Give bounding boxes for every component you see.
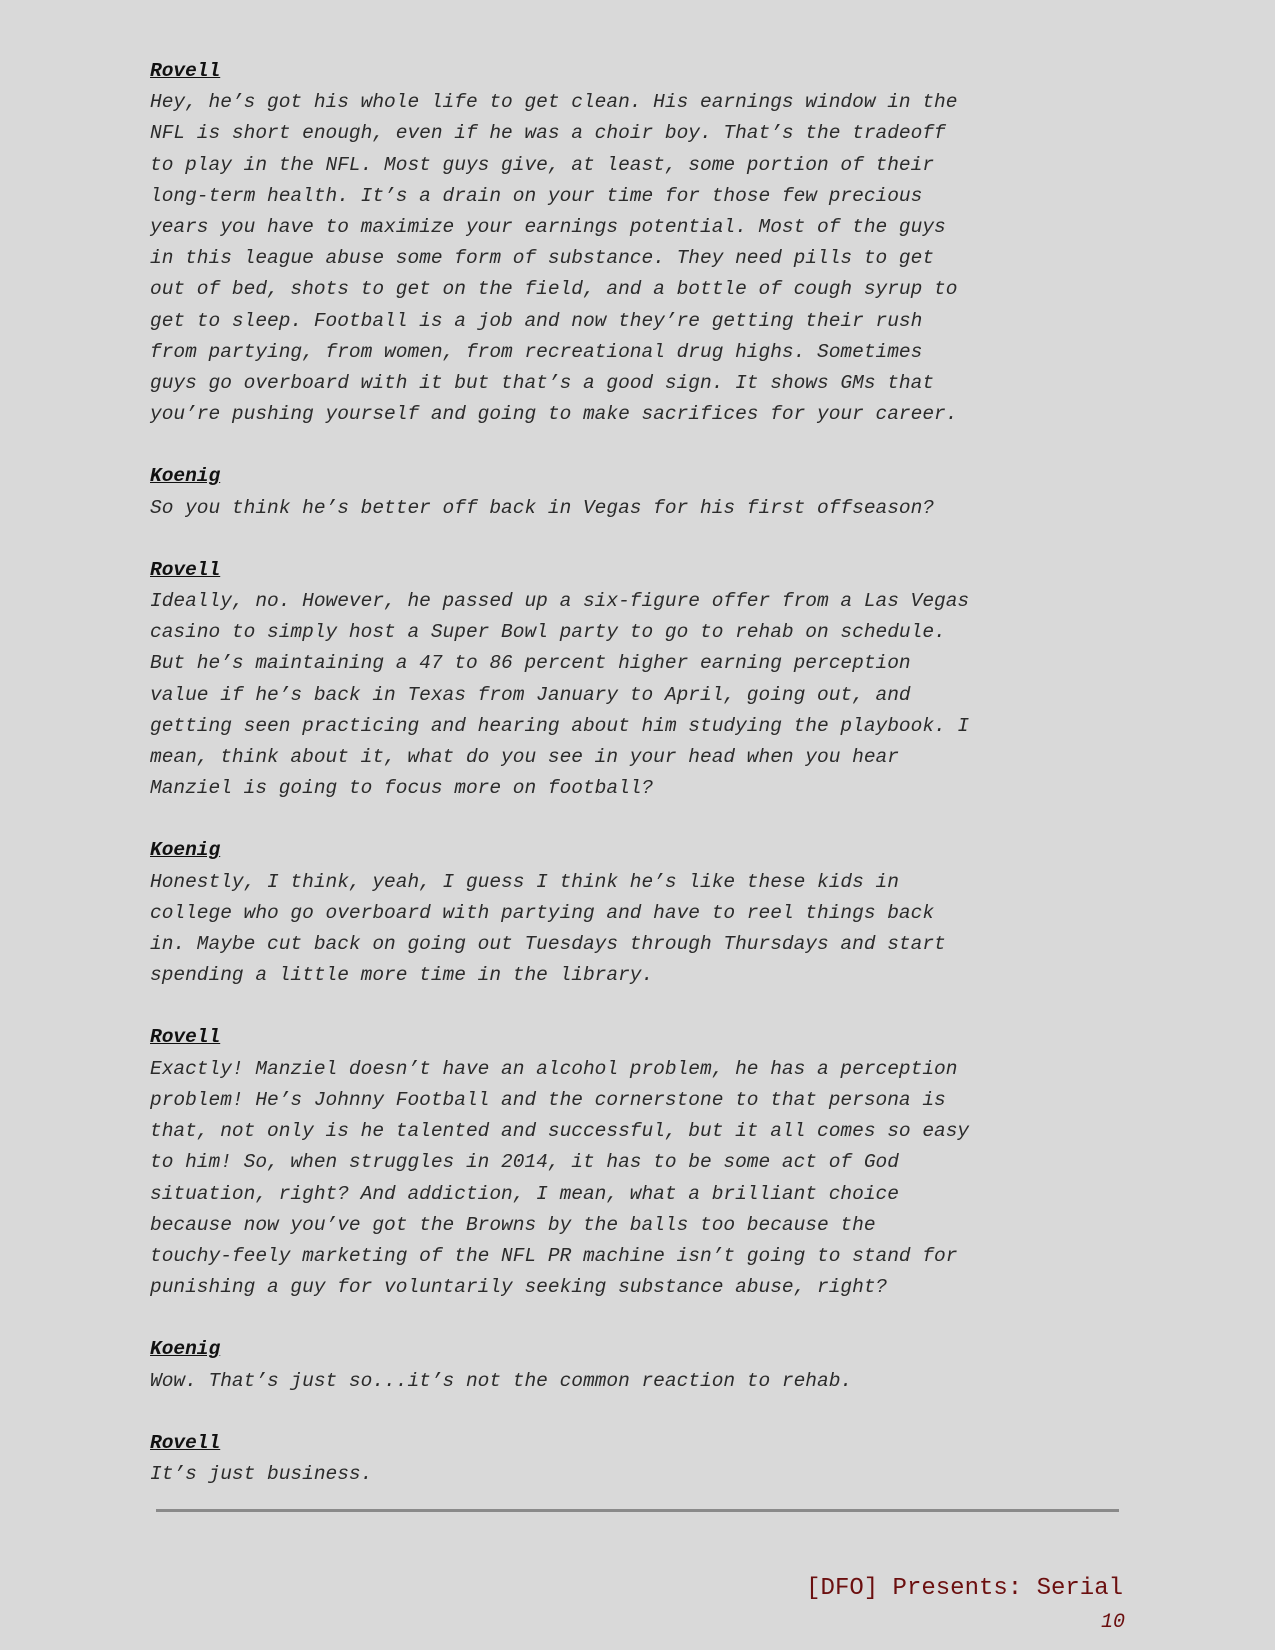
dialogue-line: So you think he’s better off back in Vegas for his first offseason? — [150, 496, 935, 519]
dialogue-line: Manziel is going to focus more on football? — [150, 777, 654, 800]
dialogue-line: casino to simply host a Super Bowl party to go to rehab on schedule. — [150, 621, 946, 644]
dialogue-line: in this league abuse some form of substance. They need pills to get — [150, 247, 935, 270]
dialogue-line: college who go overboard with partying and have to reel things back — [150, 901, 935, 924]
dialogue-line: long-term health. It’s a drain on your time for those few precious — [150, 184, 923, 207]
dialogue-line: get to sleep. Football is a job and now they’re getting their rush — [150, 309, 923, 332]
dialogue-line: to him! So, when struggles in 2014, it has to be some act of God — [150, 1151, 899, 1174]
dialogue-line: out of bed, shots to get on the field, and a bottle of cough syrup to — [150, 278, 958, 301]
dialogue-block-3 — [150, 555, 1150, 805]
speaker-name: Koenig — [150, 465, 221, 488]
dialogue-block-6 — [150, 1334, 1150, 1396]
dialogue-line: Honestly, I think, yeah, I guess I think he’s like these kids in — [150, 870, 899, 893]
dialogue-block-4 — [150, 835, 1150, 991]
speaker-name: Koenig — [150, 1338, 221, 1361]
speaker-name: Rovell — [150, 60, 221, 82]
dialogue-line: touchy-feely marketing of the NFL PR machine isn’t going to stand for — [150, 1244, 958, 1267]
dialogue-line: getting seen practicing and hearing about him studying the playbook. I — [150, 714, 970, 737]
dialogue-line: in. Maybe cut back on going out Tuesdays through Thursdays and start — [150, 933, 946, 956]
dialogue-block-7 — [150, 1428, 1150, 1490]
dialogue-block-1 — [150, 56, 1150, 430]
dialogue-line: because now you’ve got the Browns by the balls too because the — [150, 1213, 876, 1236]
transcript-page — [150, 56, 1150, 1521]
dialogue-line: Hey, he’s got his whole life to get clean. His earnings window in the — [150, 91, 958, 114]
dialogue-line: value if he’s back in Texas from January to April, going out, and — [150, 683, 911, 706]
dialogue-line: guys go overboard with it but that’s a good sign. It shows GMs that — [150, 372, 935, 395]
dialogue-line: from partying, from women, from recreational drug highs. Sometimes — [150, 340, 923, 363]
dialogue-line: you’re pushing yourself and going to make sacrifices for your career. — [150, 403, 958, 426]
footer-title: [DFO] Presents: Serial — [806, 1575, 1123, 1602]
dialogue-line: Ideally, no. However, he passed up a six-figure offer from a Las Vegas — [150, 590, 970, 613]
speaker-name: Rovell — [150, 558, 221, 581]
dialogue-line: punishing a guy for voluntarily seeking substance abuse, right? — [150, 1276, 888, 1299]
speaker-name: Rovell — [150, 1026, 221, 1049]
dialogue-block-5 — [150, 1022, 1150, 1303]
dialogue-line: situation, right? And addiction, I mean, what a brilliant choice — [150, 1182, 899, 1205]
dialogue-line: to play in the NFL. Most guys give, at least, some portion of their — [150, 153, 935, 176]
dialogue-line: Exactly! Manziel doesn’t have an alcohol problem, he has a perception — [150, 1057, 958, 1080]
footer-divider — [156, 1509, 1119, 1512]
speaker-name: Rovell — [150, 1431, 221, 1454]
dialogue-line: that, not only is he talented and successful, but it all comes so easy — [150, 1120, 970, 1143]
dialogue-line: Wow. That’s just so...it’s not the common reaction to rehab. — [150, 1369, 853, 1392]
dialogue-line: It’s just business. — [150, 1462, 373, 1485]
dialogue-line: spending a little more time in the library. — [150, 964, 654, 987]
dialogue-line: mean, think about it, what do you see in your head when you hear — [150, 746, 899, 769]
dialogue-line: But he’s maintaining a 47 to 86 percent higher earning perception — [150, 652, 911, 675]
dialogue-line: problem! He’s Johnny Football and the cornerstone to that persona is — [150, 1088, 946, 1111]
dialogue-line: years you have to maximize your earnings potential. Most of the guys — [150, 216, 946, 239]
dialogue-block-2 — [150, 461, 1150, 523]
speaker-name: Koenig — [150, 839, 221, 862]
dialogue-line: NFL is short enough, even if he was a choir boy. That’s the tradeoff — [150, 122, 946, 145]
page-number: 10 — [1100, 1611, 1125, 1634]
